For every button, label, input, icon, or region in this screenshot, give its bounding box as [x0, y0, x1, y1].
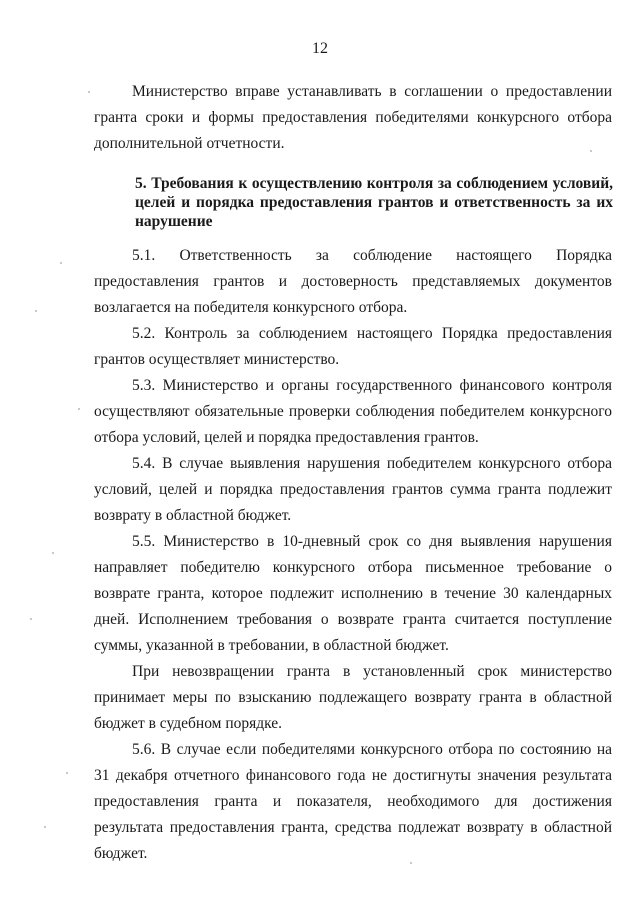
scan-speck	[88, 91, 90, 93]
section-number: 5.	[135, 175, 147, 192]
section-title: Требования к осуществлению контроля за соблюдением условий, целей и порядка предоставления грантов и ответственность за их нарушение	[135, 175, 614, 230]
page-number: 12	[312, 40, 328, 57]
scan-speck	[60, 262, 62, 264]
clause-5-1: 5.1. Ответственность за соблюдение настоящего Порядка предоставления грантов и достоверность представляемых документов возлагается на победителя конкурсного отбора.	[94, 247, 612, 316]
scan-speck	[35, 310, 37, 312]
paragraph-non-return: При невозвращении гранта в установленный срок министерство принимает меры по взысканию подлежащего возврату гранта в областной бюджет в судебном порядке.	[94, 663, 612, 732]
scan-speck	[30, 618, 32, 620]
paragraph-reporting: Министерство вправе устанавливать в соглашении о предоставлении гранта сроки и формы предоставления победителями конкурсного отбора дополнительной отчетности.	[94, 83, 612, 152]
scan-speck	[590, 150, 592, 152]
section-heading	[135, 174, 613, 231]
scan-speck	[410, 862, 412, 864]
clause-5-2: 5.2. Контроль за соблюдением настоящего Порядка предоставления грантов осуществляет министерство.	[94, 325, 612, 368]
scan-speck	[66, 772, 68, 774]
clause-5-5: 5.5. Министерство в 10-дневный срок со дня выявления нарушения направляет победителю конкурсного отбора письменное требование о возврате гранта, которое подлежит исполнению в течение 30 календарных дней. Исполнением требования о возврате гранта считается поступление суммы, указанной в требовании, в областной бюджет.	[94, 533, 612, 654]
scan-speck	[78, 408, 80, 410]
clause-5-6: 5.6. В случае если победителями конкурсного отбора по состоянию на 31 декабря отчетного финансового года не достигнуты значения результата предоставления гранта и показателя, необходимого для достижения результата предоставления гранта, средства подлежат возврату в областной бюджет.	[94, 741, 612, 862]
clause-5-3: 5.3. Министерство и органы государственного финансового контроля осуществляют обязательные проверки соблюдения победителем конкурсного отбора условий, целей и порядка предоставления грантов.	[94, 377, 612, 446]
scan-speck	[52, 552, 54, 554]
clause-5-4: 5.4. В случае выявления нарушения победителем конкурсного отбора условий, целей и порядка предоставления грантов сумма гранта подлежит возврату в областной бюджет.	[94, 455, 612, 524]
scan-speck	[44, 826, 46, 828]
